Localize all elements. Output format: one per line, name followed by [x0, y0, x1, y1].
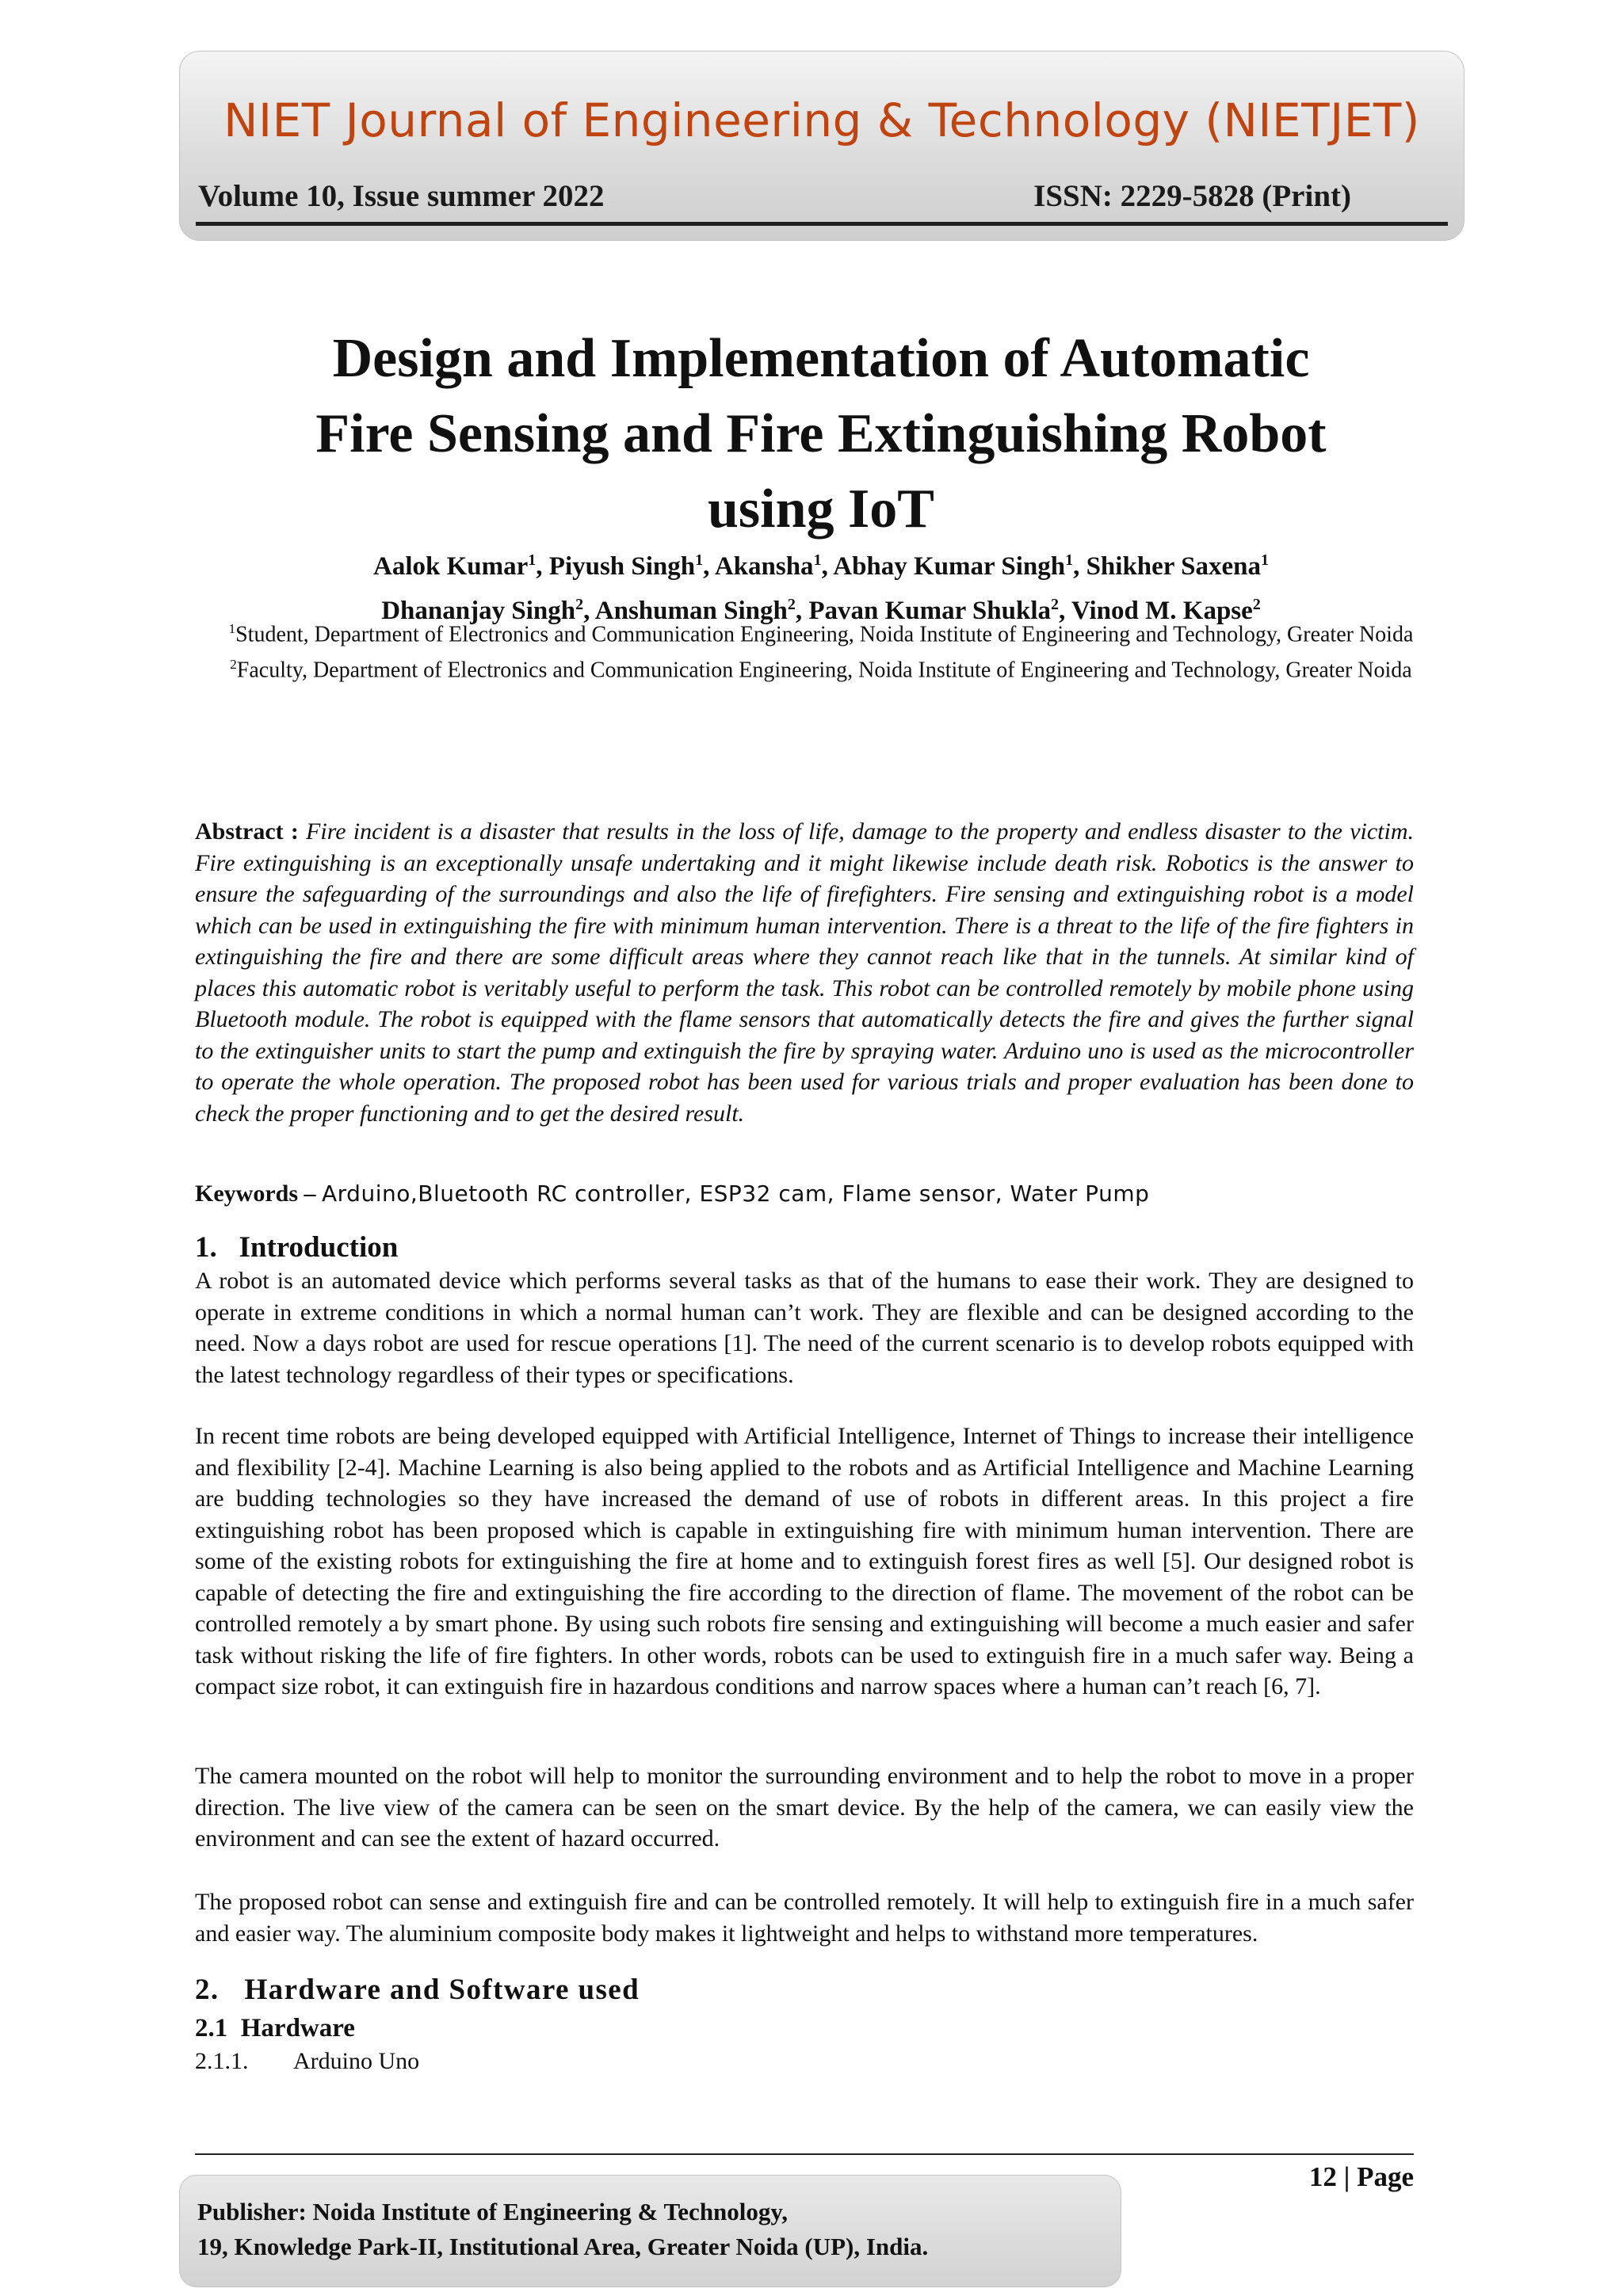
title-line-1: Design and Implementation of Automatic [332, 328, 1310, 389]
paragraph: A robot is an automated device which performs several tasks as that of the humans to ease their work. They are designed to operate in extreme conditions in which a normal human can’t work. They are flexible and can be designed according to the need. Now a days robot are used for rescue operations [1]. The need of the current scenario is to develop robots equipped with the latest technology regardless of their types or specifications. [195, 1268, 1414, 1388]
title-line-2: Fire Sensing and Fire Extinguishing Robot [315, 403, 1327, 464]
journal-title: NIET Journal of Engineering & Technology (NIETJET) [223, 93, 1420, 147]
issn: ISSN: 2229-5828 (Print) [1033, 179, 1351, 213]
paragraph: The proposed robot can sense and extinguish fire and can be controlled remotely. It will help to extinguish fire in a much safer and easier way. The aluminium composite body makes it lightweight and helps to withstand more temperatures. [195, 1889, 1414, 1947]
author-name: Pavan Kumar Shukla [808, 597, 1051, 625]
affiliation-text: Faculty, Department of Electronics and Communication Engineering, Noida Institute of Engineering and Technology, Greater Noida [236, 658, 1412, 683]
authors-line-2: Dhananjay Singh$^2$, Anshuman Singh$^2$, Pavan Kumar Shukla$^2$, Vinod M. Kapse$^2$ [381, 596, 1261, 625]
abstract-text: Fire incident is a disaster that results in the loss of life, damage to the property and endless disaster to the victim. Fire extinguishing is an exceptionally unsafe undertaking and it might likewise include death risk. Robotics is the answer to ensure the safeguarding of the surroundings and also the life of firefighters. Fire sensing and extinguishing robot is a model which can be used in extinguishing the fire with minimum human intervention. There is a threat to the life of the fire fighters in extinguishing the fire and there are some difficult areas where they cannot reach like that in the tunnels. At similar kind of places this automatic robot is veritably useful to perform the task. This robot can be controlled remotely by mobile phone using Bluetooth module. The robot is equipped with the flame sensors that automatically detects the fire and gives the further signal to the extinguisher units to start the pump and extinguish the fire by spraying water. Arduino uno is used as the microcontroller to operate the whole operation. The proposed robot has been used for various trials and proper evaluation has been done to check the proper functioning and to get the desired result. [195, 818, 1414, 1127]
subsubsection-arduino-uno [195, 2048, 419, 2075]
abstract [195, 816, 1414, 1129]
page-number: 12 | Page [1308, 2161, 1414, 2192]
author-affil-mark: 1 [528, 551, 537, 569]
author-affil-mark: 2 [1252, 596, 1261, 613]
affiliations [179, 614, 1463, 686]
publisher-line-2: 19, Knowledge Park-II, Institutional Area, Greater Noida (UP), India. [197, 2233, 929, 2260]
affiliation-text: Student, Department of Electronics and Communication Engineering, Noida Institute of Engineering and Technology, Greater Noida [235, 622, 1414, 647]
author-affil-mark: 1 [695, 551, 704, 569]
keywords-text: Arduino,Bluetooth RC controller, ESP32 cam, Flame sensor, Water Pump [322, 1180, 1150, 1207]
author-affil-mark: 1 [1260, 551, 1269, 569]
author-affil-mark: 1 [1065, 551, 1074, 569]
section-heading-hardware-software: 2. Hardware and Software used [195, 1974, 640, 2006]
author-name: Akansha [714, 552, 814, 581]
section-heading-introduction: 1. Introduction [195, 1231, 399, 1264]
subsubsection-number: 2.1.1. [195, 2048, 249, 2074]
subsection-heading-hardware: 2.1 Hardware [195, 2014, 355, 2042]
abstract-label: Abstract : [195, 818, 299, 845]
author-affil-mark: 2 [575, 596, 584, 613]
author-name: Abhay Kumar Singh [833, 552, 1066, 581]
footer-divider [195, 2153, 1414, 2155]
author-name: Dhananjay Singh [381, 597, 576, 625]
paper-title [179, 321, 1463, 547]
author-affil-mark: 1 [813, 551, 822, 569]
publisher-line-1: Publisher: Noida Institute of Engineering & Technology, [197, 2198, 788, 2225]
author-name: Piyush Singh [548, 552, 696, 581]
affiliation-1 [179, 614, 1463, 650]
header-divider [196, 222, 1448, 226]
subsubsection-label: Arduino Uno [293, 2048, 420, 2074]
author-name: Shikher Saxena [1086, 552, 1261, 581]
journal-header [179, 51, 1465, 241]
author-name: Aalok Kumar [373, 552, 529, 581]
author-name: Anshuman Singh [594, 597, 788, 625]
publisher-box [179, 2175, 1121, 2287]
author-name: Vinod M. Kapse [1071, 597, 1253, 625]
title-line-3: using IoT [708, 479, 934, 540]
affiliation-mark: 1 [228, 621, 236, 636]
affiliation-mark: 2 [230, 657, 237, 673]
affiliation-2 [179, 650, 1463, 685]
keywords [195, 1178, 1414, 1210]
authors-line-1: Aalok Kumar$^1$, Piyush Singh$^1$, Akansha$^1$, Abhay Kumar Singh$^1$, Shikher Saxena$^1$ [373, 551, 1269, 581]
author-affil-mark: 2 [1050, 596, 1059, 613]
author-affil-mark: 2 [787, 596, 796, 613]
volume-issue: Volume 10, Issue summer 2022 [198, 179, 605, 213]
paragraph: The camera mounted on the robot will help to monitor the surrounding environment and to help the robot to move in a proper direction. The live view of the camera can be seen on the smart device. By the help of the camera, we can easily view the environment and can see the extent of hazard occurred. [195, 1763, 1414, 1852]
keywords-label: Keywords – [195, 1180, 316, 1207]
paragraph: In recent time robots are being developed equipped with Artificial Intelligence, Internet of Things to increase their intelligence and flexibility [2-4]. Machine Learning is also being applied to the robots and as Artificial Intelligence and Machine Learning are budding technologies so they have increased the demand of use of robots in different areas. In this project a fire extinguishing robot has been proposed which is capable in extinguishing fire with minimum human intervention. There are some of the existing robots for extinguishing the fire at home and to extinguish forest fires as well [5]. Our designed robot is capable of detecting the fire and extinguishing the fire according to the direction of flame. The movement of the robot can be controlled remotely a by smart phone. By using such robots fire sensing and extinguishing will become a much easier and safer task without risking the life of fire fighters. In other words, robots can be used to extinguish fire in a much safer way. Being a compact size robot, it can extinguish fire in hazardous conditions and narrow spaces where a human can’t reach [6, 7]. [195, 1423, 1414, 1699]
